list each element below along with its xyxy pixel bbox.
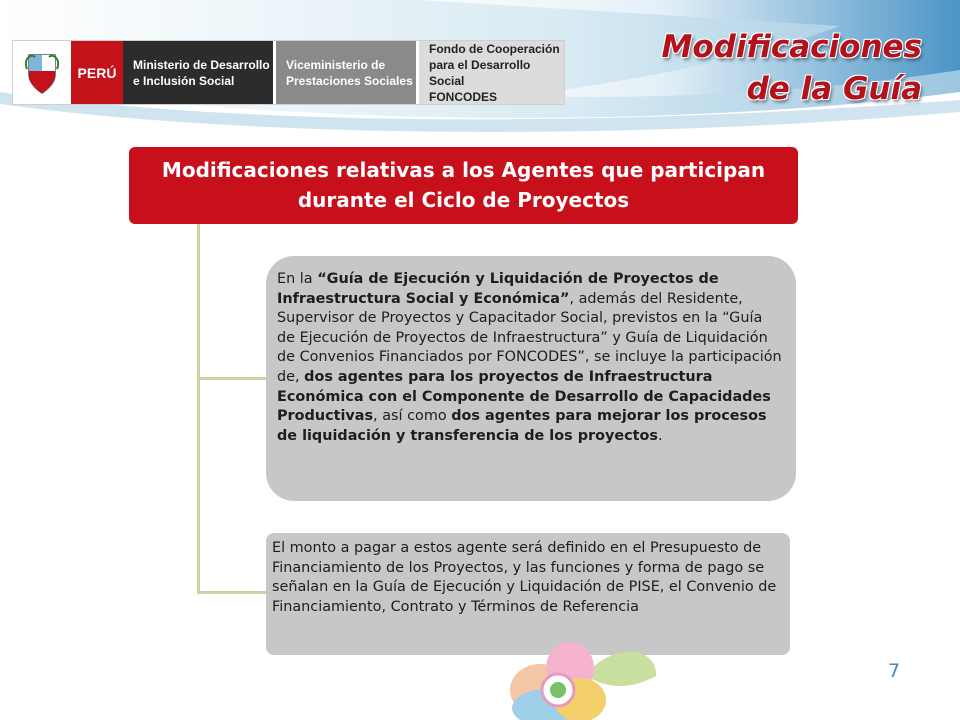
ministry-line-1: Ministerio de Desarrollo bbox=[133, 57, 270, 72]
tree-connector-vertical bbox=[197, 224, 200, 594]
peru-label: PERÚ bbox=[71, 41, 123, 104]
institution-logo-bar bbox=[12, 40, 565, 105]
box1-text-4: . bbox=[657, 427, 663, 444]
agents-description-box bbox=[266, 256, 796, 501]
fund-line-1: Fondo de Cooperación bbox=[429, 41, 560, 56]
slide-title bbox=[661, 26, 922, 110]
viceministry-label bbox=[276, 41, 416, 104]
box1-liquidation-agents: dos agentes para mejorar los procesos de liquidación y transferencia de los proyectos bbox=[277, 408, 767, 444]
box1-text-3: , así como bbox=[373, 408, 452, 425]
ministry-label bbox=[123, 41, 273, 104]
section-header-line-2: durante el Ciclo de Proyectos bbox=[297, 188, 630, 212]
flower-decoration-icon bbox=[480, 630, 660, 720]
slide-title-line-2: de la Guía bbox=[746, 71, 922, 107]
fund-label bbox=[419, 41, 564, 104]
slide-title-line-1: Modificaciones bbox=[661, 29, 922, 65]
ministry-line-2: e Inclusión Social bbox=[133, 73, 235, 88]
coat-of-arms-icon bbox=[13, 41, 71, 104]
section-header-line-1: Modificaciones relativas a los Agentes que participan bbox=[161, 158, 766, 182]
box1-economic-agents: dos agentes para los proyectos de Infraestructura Económica con el Componente de Desarrollo de Capacidades Productivas bbox=[277, 368, 771, 425]
tree-connector-branch-2 bbox=[197, 591, 267, 594]
tree-connector-branch-1 bbox=[197, 377, 267, 380]
box1-text-2: , además del Residente, Supervisor de Proyectos y Capacitador Social, previstos en la “Guía de Ejecución de Proyectos de Infraestructura” y Guía de Liquidación de Convenios Financiados por FONCODES”, se incluye la participación de, bbox=[277, 290, 782, 385]
section-header bbox=[129, 147, 798, 224]
viceministry-line-2: Prestaciones Sociales bbox=[286, 73, 413, 88]
box2-text: El monto a pagar a estos agente será definido en el Presupuesto de Financiamiento de los Proyectos, y las funciones y forma de pago se señalan en la Guía de Ejecución y Liquidación de PISE, el Convenio de Financiamiento, Contrato y Términos de Referencia bbox=[272, 540, 777, 615]
box1-text-1: En la bbox=[277, 271, 318, 287]
fund-line-3: FONCODES bbox=[429, 89, 498, 104]
box1-guide-title: “Guía de Ejecución y Liquidación de Proyectos de Infraestructura Social y Económica” bbox=[277, 271, 719, 307]
page-number: 7 bbox=[888, 660, 901, 682]
fund-line-2: para el Desarrollo Social bbox=[429, 57, 531, 88]
viceministry-line-1: Viceministerio de bbox=[286, 57, 386, 72]
